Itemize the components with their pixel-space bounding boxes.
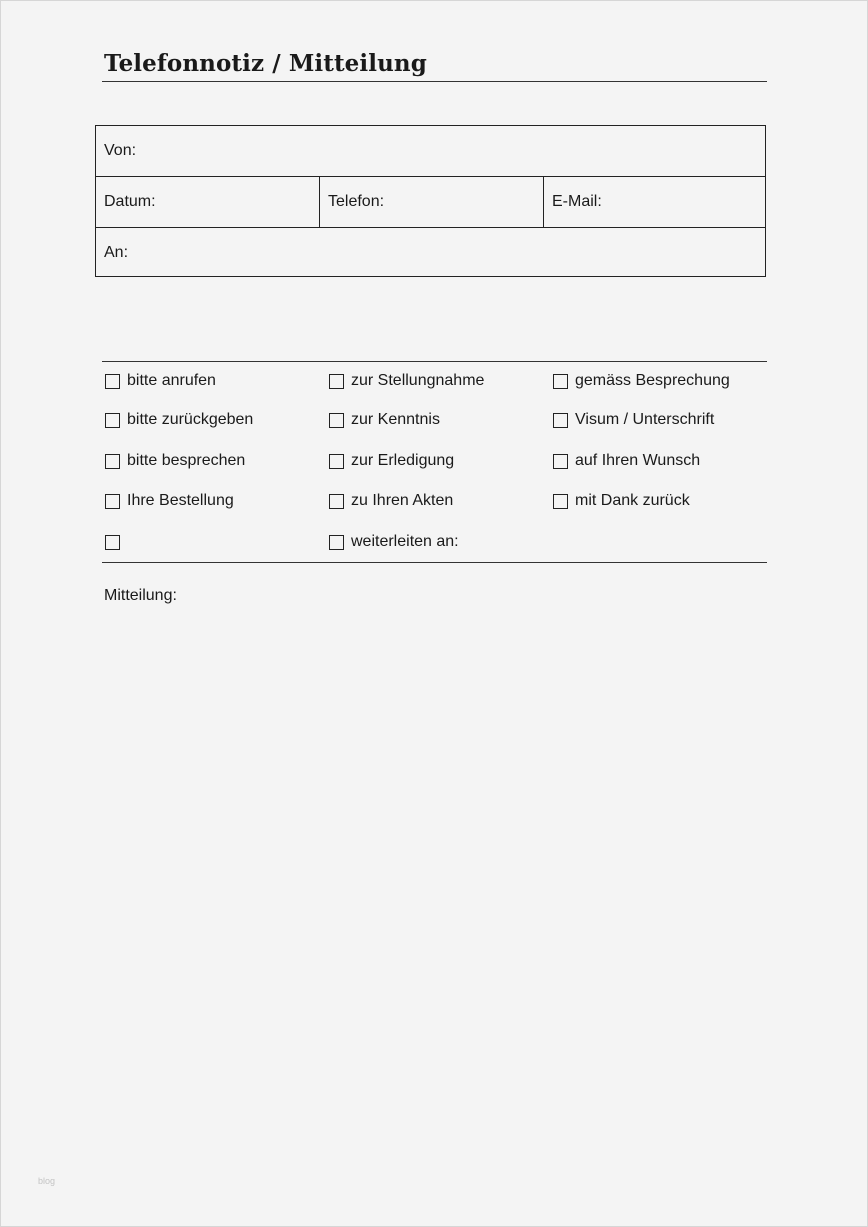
checkbox[interactable] <box>105 413 120 428</box>
checkbox[interactable] <box>329 535 344 550</box>
option-bitte-besprechen[interactable] <box>105 451 245 471</box>
option-label: zu Ihren Akten <box>351 492 454 509</box>
option-mit-dank-zurueck[interactable] <box>553 491 690 511</box>
checkbox[interactable] <box>553 494 568 509</box>
email-label: E-Mail: <box>552 193 602 210</box>
option-zur-stellungnahme[interactable] <box>329 371 484 391</box>
details-row <box>96 177 765 228</box>
contact-table <box>95 125 766 277</box>
option-label: bitte besprechen <box>127 452 246 469</box>
option-gemaess-besprechung[interactable] <box>553 371 730 391</box>
email-field[interactable] <box>544 177 766 227</box>
option-label: auf Ihren Wunsch <box>575 452 701 469</box>
date-label: Datum: <box>104 193 156 210</box>
checkbox[interactable] <box>329 413 344 428</box>
option-bitte-zurueckgeben[interactable] <box>105 410 253 430</box>
option-label: zur Kenntnis <box>351 411 440 428</box>
phone-field[interactable] <box>320 177 544 227</box>
from-label: Von: <box>104 142 137 159</box>
watermark: blog <box>38 1176 56 1186</box>
option-visum-unterschrift[interactable] <box>553 410 714 430</box>
date-field[interactable] <box>96 177 320 227</box>
checkbox[interactable] <box>329 494 344 509</box>
option-label: zur Stellungnahme <box>351 372 485 389</box>
option-auf-ihren-wunsch[interactable] <box>553 451 700 471</box>
option-label: bitte anrufen <box>127 372 216 389</box>
option-ihre-bestellung[interactable] <box>105 491 234 511</box>
option-label: gemäss Besprechung <box>575 372 730 389</box>
option-zur-erledigung[interactable] <box>329 451 454 471</box>
from-field[interactable] <box>96 126 765 176</box>
option-bitte-anrufen[interactable] <box>105 371 216 391</box>
message-label: Mitteilung: <box>104 587 177 604</box>
checkbox[interactable] <box>553 374 568 389</box>
option-label: bitte zurückgeben <box>127 411 254 428</box>
option-weiterleiten-an[interactable] <box>329 532 459 552</box>
checkbox[interactable] <box>329 454 344 469</box>
checkbox[interactable] <box>105 454 120 469</box>
option-zu-ihren-akten[interactable] <box>329 491 453 511</box>
to-row <box>96 228 765 277</box>
checkbox[interactable] <box>553 413 568 428</box>
phone-label: Telefon: <box>328 193 385 210</box>
checkbox[interactable] <box>329 374 344 389</box>
checkbox[interactable] <box>553 454 568 469</box>
option-label: zur Erledigung <box>351 452 455 469</box>
checkbox[interactable] <box>105 494 120 509</box>
option-label: Ihre Bestellung <box>127 492 234 509</box>
option-blank[interactable] <box>105 532 127 552</box>
option-zur-kenntnis[interactable] <box>329 410 440 430</box>
option-label: weiterleiten an: <box>351 533 459 550</box>
checkbox[interactable] <box>105 535 120 550</box>
to-label: An: <box>104 244 129 261</box>
to-field[interactable] <box>96 228 765 277</box>
checkbox[interactable] <box>105 374 120 389</box>
option-label: Visum / Unterschrift <box>575 411 715 428</box>
document-title: Telefonnotiz / Mitteilung <box>104 50 427 77</box>
option-label: mit Dank zurück <box>575 492 690 509</box>
from-row <box>96 126 765 177</box>
checklist-top-rule <box>102 361 767 362</box>
title-underline <box>102 81 767 82</box>
checklist-bottom-rule <box>102 562 767 563</box>
